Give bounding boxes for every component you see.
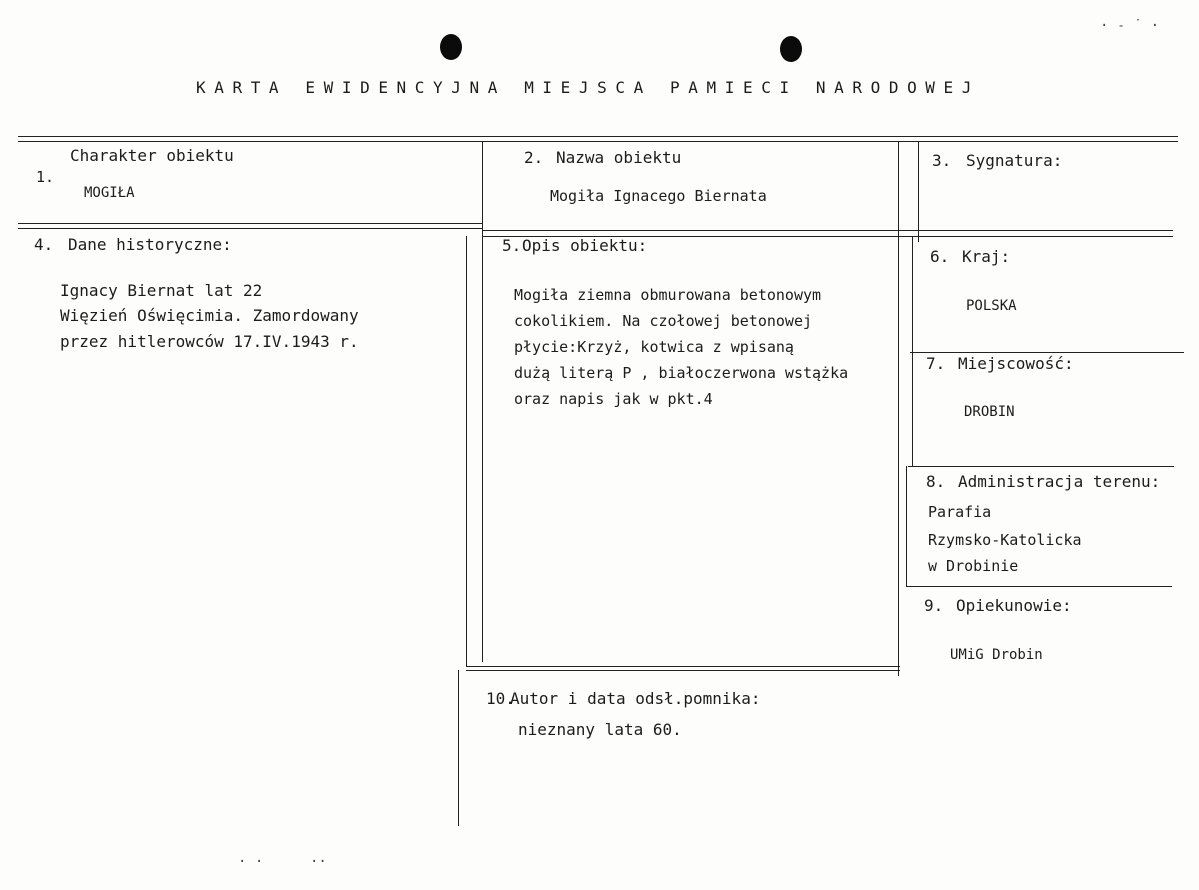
punch-hole-left [440,34,462,60]
rule-after-miejscowosc [908,466,1174,467]
col-divider-left-2 [466,236,467,666]
field-4-line-1: Ignacy Biernat lat 22 [60,281,263,300]
field-10-value: nieznany lata 60. [518,720,682,739]
field-2-number: 2. [524,148,544,167]
field-7-number: 7. [926,354,946,373]
field-8-line-1: Parafia [928,503,992,521]
field-5-line-5: oraz napis jak w pkt.4 [514,390,713,408]
field-7-label: Miejscowość: [958,354,1074,373]
rule-top-1 [18,136,1178,137]
field-4-line-2: Więzień Oświęcimia. Zamordowany [60,306,359,325]
field-5-line-2: cokolikiem. Na czołowej betonowej [514,312,813,330]
field-9-number: 9. [924,596,944,615]
col-divider-right-4 [906,466,907,586]
field-10-label: Autor i data odsł.pomnika: [510,689,761,708]
rule-after-administracja [906,586,1172,587]
field-9-value: UMiG Drobin [950,647,1043,663]
field-5-line-1: Mogiła ziemna obmurowana betonowym [514,286,822,304]
rule-row1-left-2 [18,228,483,229]
field-6-value: POLSKA [966,298,1017,314]
col-divider-left-bottom [458,670,459,826]
field-2-value: Mogiła Ignacego Biernata [550,187,767,205]
rule-row1-left-1 [18,223,483,224]
rule-row1-right-1 [483,230,1173,231]
field-6-label: Kraj: [962,247,1011,266]
punch-hole-right [780,36,802,62]
rule-top-2 [18,141,1178,142]
field-10-number: 10. [486,689,515,708]
field-2-label: Nazwa obiektu [556,148,682,167]
field-1-number: 1. [36,168,55,186]
col-divider-right-1 [898,142,899,676]
field-8-number: 8. [926,472,946,491]
col-divider-right-2 [918,142,919,242]
field-1-value: MOGIŁA [84,185,135,201]
field-6-number: 6. [930,247,950,266]
page-title: KARTA EWIDENCYJNA MIEJSCA PAMIECI NARODOWEJ [196,78,981,97]
field-4-line-3: przez hitlerowców 17.IV.1943 r. [60,332,359,351]
field-5-number: 5. [502,236,522,255]
field-8-label: Administracja terenu: [958,472,1161,491]
field-1-label: Charakter obiektu [70,146,234,165]
rule-after-kraj [910,352,1184,353]
scan-speck: · · [238,854,264,870]
rule-autor-1 [466,666,900,667]
scan-speck: ·· [310,854,327,870]
field-9-label: Opiekunowie: [956,596,1072,615]
field-5-line-4: dużą literą P , białoczerwona wstążka [514,364,849,382]
field-3-number: 3. [932,151,952,170]
field-5-label: Opis obiektu: [522,236,648,255]
field-7-value: DROBIN [964,404,1015,420]
rule-autor-2 [466,670,900,671]
col-divider-right-3 [912,236,913,466]
col-divider-left-1 [482,142,483,662]
scan-speck: · ˗ ˙ · [1100,18,1160,34]
field-8-line-2: Rzymsko-Katolicka [928,531,1082,549]
field-4-number: 4. [34,235,54,254]
field-5-line-3: płycie:Krzyż, kotwica z wpisaną [514,338,794,356]
field-3-label: Sygnatura: [966,151,1063,170]
field-8-line-3: w Drobinie [928,557,1019,575]
field-4-label: Dane historyczne: [68,235,232,254]
